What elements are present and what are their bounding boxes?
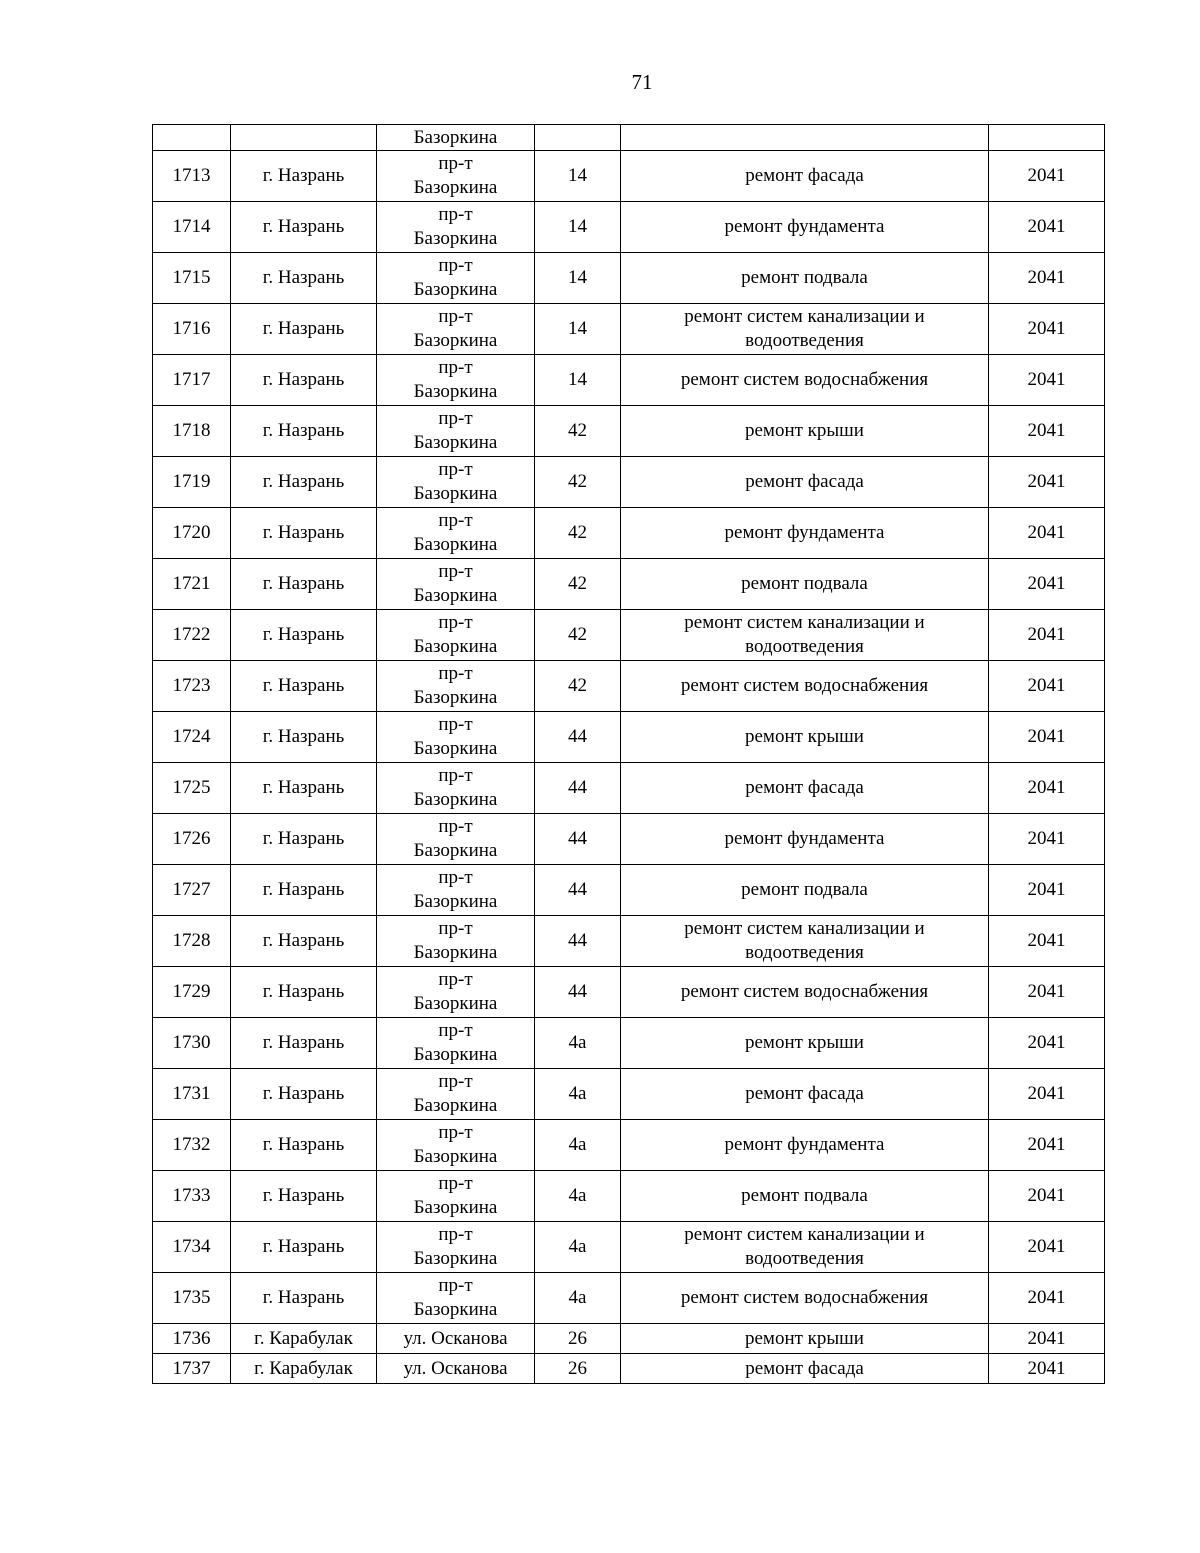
table-row <box>153 151 1105 202</box>
cell-year: 2041 <box>989 610 1105 661</box>
cell-house: 26 <box>535 1354 621 1384</box>
cell-work-type <box>621 559 989 610</box>
cell-work-type-line: ремонт крыши <box>745 1327 864 1349</box>
cell-year: 2041 <box>989 661 1105 712</box>
cell-city: г. Назрань <box>231 559 377 610</box>
cell-year: 2041 <box>989 1273 1105 1324</box>
cell-year: 2041 <box>989 916 1105 967</box>
cell-street <box>377 967 535 1018</box>
cell-number: 1726 <box>153 814 231 865</box>
cell-street-line: пр-т <box>438 459 473 480</box>
continuation-row <box>153 125 1105 151</box>
cell-work-type-line: ремонт фасада <box>745 165 864 186</box>
cell-street-line: Базоркина <box>413 534 498 555</box>
cell-street <box>377 1354 535 1384</box>
cell-house: 42 <box>535 457 621 508</box>
cell-year: 2041 <box>989 508 1105 559</box>
cell-street-line: пр-т <box>438 663 473 684</box>
table-row <box>153 712 1105 763</box>
cell-street <box>377 865 535 916</box>
cell-work-type <box>621 1018 989 1069</box>
cell-work-type <box>621 967 989 1018</box>
cell-city: г. Назрань <box>231 1171 377 1222</box>
cell-house: 44 <box>535 712 621 763</box>
cell-street-line: Базоркина <box>413 891 498 912</box>
cell-work-type-line: ремонт подвала <box>741 1185 868 1206</box>
cell-street: Базоркина <box>377 125 535 151</box>
cell-year: 2041 <box>989 865 1105 916</box>
cell-work-type <box>621 202 989 253</box>
cell-street-line: пр-т <box>438 714 473 735</box>
cell-year: 2041 <box>989 457 1105 508</box>
table-row <box>153 763 1105 814</box>
cell-work-type-line: ремонт фундамента <box>724 216 885 237</box>
cell-street <box>377 610 535 661</box>
cell-street-line: пр-т <box>438 1173 473 1194</box>
cell-street <box>377 814 535 865</box>
cell-street-line: Базоркина <box>413 279 498 300</box>
cell-work-type <box>621 814 989 865</box>
cell-year: 2041 <box>989 1222 1105 1273</box>
table-row <box>153 1222 1105 1273</box>
cell-work-type <box>621 125 989 151</box>
cell-street <box>377 1222 535 1273</box>
cell-number: 1728 <box>153 916 231 967</box>
cell-house: 14 <box>535 253 621 304</box>
cell-number: 1722 <box>153 610 231 661</box>
cell-house: 42 <box>535 661 621 712</box>
cell-number: 1737 <box>153 1354 231 1384</box>
cell-city <box>231 125 377 151</box>
cell-work-type <box>621 457 989 508</box>
cell-city: г. Назрань <box>231 253 377 304</box>
cell-city: г. Назрань <box>231 661 377 712</box>
cell-work-type-line: водоотведения <box>745 330 864 351</box>
cell-year: 2041 <box>989 1354 1105 1384</box>
table-row <box>153 202 1105 253</box>
cell-street <box>377 151 535 202</box>
table-row <box>153 661 1105 712</box>
cell-street-line: пр-т <box>438 816 473 837</box>
cell-number: 1724 <box>153 712 231 763</box>
cell-work-type-line: ремонт систем водоснабжения <box>680 369 929 390</box>
cell-street-line: ул. Осканова <box>403 1327 508 1349</box>
cell-street-line: Базоркина <box>413 1146 498 1167</box>
cell-street <box>377 1018 535 1069</box>
cell-work-type <box>621 763 989 814</box>
cell-work-type-line: ремонт фасада <box>745 1357 864 1379</box>
cell-street <box>377 1069 535 1120</box>
cell-city: г. Назрань <box>231 1069 377 1120</box>
cell-street-line: Базоркина <box>413 636 498 657</box>
cell-work-type-line: ремонт систем водоснабжения <box>680 675 929 696</box>
cell-city: г. Назрань <box>231 304 377 355</box>
cell-city: г. Назрань <box>231 763 377 814</box>
cell-year: 2041 <box>989 406 1105 457</box>
cell-house: 42 <box>535 610 621 661</box>
cell-house: 42 <box>535 406 621 457</box>
cell-street <box>377 1273 535 1324</box>
cell-work-type <box>621 304 989 355</box>
cell-year: 2041 <box>989 355 1105 406</box>
cell-street-line: Базоркина <box>413 1299 498 1320</box>
cell-year: 2041 <box>989 763 1105 814</box>
cell-work-type-line: ремонт фасада <box>745 1083 864 1104</box>
table-row <box>153 1171 1105 1222</box>
cell-work-type-line: ремонт фасада <box>745 471 864 492</box>
cell-street-line: пр-т <box>438 306 473 327</box>
cell-number: 1730 <box>153 1018 231 1069</box>
cell-work-type-line: ремонт систем канализации и <box>684 918 925 939</box>
cell-year: 2041 <box>989 1018 1105 1069</box>
cell-street <box>377 202 535 253</box>
cell-house: 14 <box>535 355 621 406</box>
cell-house: 14 <box>535 304 621 355</box>
cell-street-line: Базоркина <box>413 432 498 453</box>
table-row <box>153 1354 1105 1384</box>
cell-street <box>377 253 535 304</box>
cell-street-line: пр-т <box>438 153 473 174</box>
cell-city: г. Назрань <box>231 457 377 508</box>
cell-house: 44 <box>535 814 621 865</box>
cell-street-line: Базоркина <box>413 483 498 504</box>
cell-year: 2041 <box>989 253 1105 304</box>
cell-work-type <box>621 1171 989 1222</box>
cell-street <box>377 712 535 763</box>
cell-number: 1717 <box>153 355 231 406</box>
cell-work-type-line: ремонт фундамента <box>724 828 885 849</box>
table-row <box>153 1273 1105 1324</box>
repair-schedule-table <box>152 124 1105 1384</box>
cell-house: 4а <box>535 1171 621 1222</box>
cell-number <box>153 125 231 151</box>
cell-work-type-line: ремонт крыши <box>745 420 864 441</box>
cell-work-type <box>621 712 989 763</box>
cell-work-type <box>621 406 989 457</box>
cell-street-line: пр-т <box>438 1071 473 1092</box>
cell-street-line: Базоркина <box>413 993 498 1014</box>
cell-work-type <box>621 610 989 661</box>
cell-year: 2041 <box>989 1120 1105 1171</box>
cell-street-line: пр-т <box>438 561 473 582</box>
cell-street <box>377 1120 535 1171</box>
cell-house: 4а <box>535 1120 621 1171</box>
table-row <box>153 916 1105 967</box>
cell-street-line: пр-т <box>438 1122 473 1143</box>
cell-year: 2041 <box>989 151 1105 202</box>
cell-street-line: пр-т <box>438 969 473 990</box>
cell-street-line: пр-т <box>438 510 473 531</box>
cell-work-type-line: ремонт систем канализации и <box>684 1224 925 1245</box>
cell-city: г. Назрань <box>231 151 377 202</box>
cell-work-type-line: водоотведения <box>745 942 864 963</box>
cell-work-type <box>621 1354 989 1384</box>
cell-city: г. Назрань <box>231 406 377 457</box>
cell-year: 2041 <box>989 304 1105 355</box>
cell-street <box>377 508 535 559</box>
cell-street <box>377 457 535 508</box>
cell-number: 1733 <box>153 1171 231 1222</box>
cell-number: 1735 <box>153 1273 231 1324</box>
cell-work-type <box>621 355 989 406</box>
table-row <box>153 1120 1105 1171</box>
cell-number: 1715 <box>153 253 231 304</box>
cell-street <box>377 355 535 406</box>
cell-work-type-line: ремонт фундамента <box>724 1134 885 1155</box>
table-row <box>153 610 1105 661</box>
cell-street-line: пр-т <box>438 255 473 276</box>
cell-year: 2041 <box>989 1324 1105 1354</box>
cell-house: 44 <box>535 967 621 1018</box>
cell-work-type-line: ремонт подвала <box>741 267 868 288</box>
cell-street-line: пр-т <box>438 204 473 225</box>
cell-work-type-line: ремонт фасада <box>745 777 864 798</box>
cell-number: 1727 <box>153 865 231 916</box>
cell-street-line: Базоркина <box>413 1095 498 1116</box>
cell-work-type-line: ремонт систем канализации и <box>684 612 925 633</box>
cell-work-type <box>621 1222 989 1273</box>
table-row <box>153 1018 1105 1069</box>
cell-city: г. Назрань <box>231 967 377 1018</box>
cell-work-type <box>621 865 989 916</box>
cell-city: г. Назрань <box>231 1222 377 1273</box>
cell-street <box>377 406 535 457</box>
cell-street-line: Базоркина <box>413 330 498 351</box>
cell-year: 2041 <box>989 712 1105 763</box>
table-row <box>153 457 1105 508</box>
cell-street-line: Базоркина <box>413 738 498 759</box>
cell-house: 44 <box>535 865 621 916</box>
cell-work-type <box>621 916 989 967</box>
cell-street-line: пр-т <box>438 357 473 378</box>
cell-street-line: пр-т <box>438 918 473 939</box>
cell-work-type <box>621 1273 989 1324</box>
cell-street <box>377 661 535 712</box>
cell-house: 14 <box>535 151 621 202</box>
cell-street-line: пр-т <box>438 1224 473 1245</box>
cell-city: г. Назрань <box>231 814 377 865</box>
cell-work-type-line: ремонт крыши <box>745 1032 864 1053</box>
cell-street-line: ул. Осканова <box>403 1357 508 1379</box>
cell-street <box>377 916 535 967</box>
cell-street-line: Базоркина <box>413 789 498 810</box>
cell-number: 1719 <box>153 457 231 508</box>
table-row <box>153 355 1105 406</box>
page-number: 71 <box>631 70 653 94</box>
cell-street <box>377 304 535 355</box>
cell-street-line: Базоркина <box>413 1197 498 1218</box>
cell-city: г. Назрань <box>231 202 377 253</box>
table-row <box>153 967 1105 1018</box>
cell-number: 1723 <box>153 661 231 712</box>
cell-number: 1714 <box>153 202 231 253</box>
cell-street-line: Базоркина <box>413 840 498 861</box>
table-row <box>153 814 1105 865</box>
cell-year: 2041 <box>989 814 1105 865</box>
cell-number: 1731 <box>153 1069 231 1120</box>
cell-work-type-line: ремонт фундамента <box>724 522 885 543</box>
cell-street <box>377 559 535 610</box>
cell-city: г. Назрань <box>231 1018 377 1069</box>
cell-city: г. Назрань <box>231 1120 377 1171</box>
cell-house: 44 <box>535 763 621 814</box>
cell-city: г. Назрань <box>231 1273 377 1324</box>
cell-street-line: Базоркина <box>413 1044 498 1065</box>
cell-street-line: пр-т <box>438 765 473 786</box>
cell-house: 26 <box>535 1324 621 1354</box>
cell-year: 2041 <box>989 967 1105 1018</box>
table-row <box>153 508 1105 559</box>
cell-street-line: пр-т <box>438 408 473 429</box>
cell-street-line: Базоркина <box>413 1248 498 1269</box>
cell-house: 4а <box>535 1222 621 1273</box>
cell-city: г. Назрань <box>231 610 377 661</box>
cell-house: 42 <box>535 508 621 559</box>
cell-city: г. Карабулак <box>231 1324 377 1354</box>
cell-street-line: Базоркина <box>413 687 498 708</box>
cell-street-line: пр-т <box>438 1275 473 1296</box>
cell-work-type <box>621 253 989 304</box>
cell-number: 1734 <box>153 1222 231 1273</box>
cell-year: 2041 <box>989 202 1105 253</box>
table-row <box>153 559 1105 610</box>
cell-city: г. Назрань <box>231 355 377 406</box>
cell-street-line: Базоркина <box>413 585 498 606</box>
cell-house: 4а <box>535 1069 621 1120</box>
cell-number: 1713 <box>153 151 231 202</box>
cell-city: г. Назрань <box>231 508 377 559</box>
cell-city: г. Назрань <box>231 916 377 967</box>
table-row <box>153 406 1105 457</box>
cell-work-type <box>621 151 989 202</box>
cell-number: 1736 <box>153 1324 231 1354</box>
cell-work-type-line: ремонт систем водоснабжения <box>680 981 929 1002</box>
cell-street-line: Базоркина <box>413 177 498 198</box>
cell-house: 4а <box>535 1018 621 1069</box>
cell-house: 4а <box>535 1273 621 1324</box>
cell-work-type <box>621 1120 989 1171</box>
cell-year: 2041 <box>989 1171 1105 1222</box>
cell-city: г. Карабулак <box>231 1354 377 1384</box>
cell-city: г. Назрань <box>231 712 377 763</box>
cell-number: 1721 <box>153 559 231 610</box>
cell-street-line: Базоркина <box>413 381 498 402</box>
cell-street-line: пр-т <box>438 1020 473 1041</box>
cell-year <box>989 125 1105 151</box>
table-row <box>153 1324 1105 1354</box>
table-row <box>153 253 1105 304</box>
cell-street-line: пр-т <box>438 867 473 888</box>
cell-number: 1716 <box>153 304 231 355</box>
cell-street <box>377 1171 535 1222</box>
cell-work-type-line: ремонт систем водоснабжения <box>680 1287 929 1308</box>
cell-work-type <box>621 1324 989 1354</box>
cell-number: 1720 <box>153 508 231 559</box>
cell-year: 2041 <box>989 1069 1105 1120</box>
cell-work-type-line: ремонт систем канализации и <box>684 306 925 327</box>
table-row <box>153 304 1105 355</box>
cell-work-type <box>621 1069 989 1120</box>
cell-street <box>377 1324 535 1354</box>
cell-house: 44 <box>535 916 621 967</box>
cell-number: 1732 <box>153 1120 231 1171</box>
cell-city: г. Назрань <box>231 865 377 916</box>
cell-house: 14 <box>535 202 621 253</box>
cell-street-line: пр-т <box>438 612 473 633</box>
cell-work-type-line: водоотведения <box>745 636 864 657</box>
cell-street-line: Базоркина <box>413 228 498 249</box>
cell-number: 1729 <box>153 967 231 1018</box>
cell-work-type <box>621 661 989 712</box>
cell-work-type-line: ремонт подвала <box>741 573 868 594</box>
table-row <box>153 865 1105 916</box>
cell-year: 2041 <box>989 559 1105 610</box>
cell-house <box>535 125 621 151</box>
cell-number: 1725 <box>153 763 231 814</box>
cell-work-type-line: ремонт крыши <box>745 726 864 747</box>
cell-number: 1718 <box>153 406 231 457</box>
cell-work-type-line: ремонт подвала <box>741 879 868 900</box>
cell-work-type-line: водоотведения <box>745 1248 864 1269</box>
cell-house: 42 <box>535 559 621 610</box>
table-row <box>153 1069 1105 1120</box>
cell-work-type <box>621 508 989 559</box>
cell-street-line: Базоркина <box>413 942 498 963</box>
cell-street <box>377 763 535 814</box>
